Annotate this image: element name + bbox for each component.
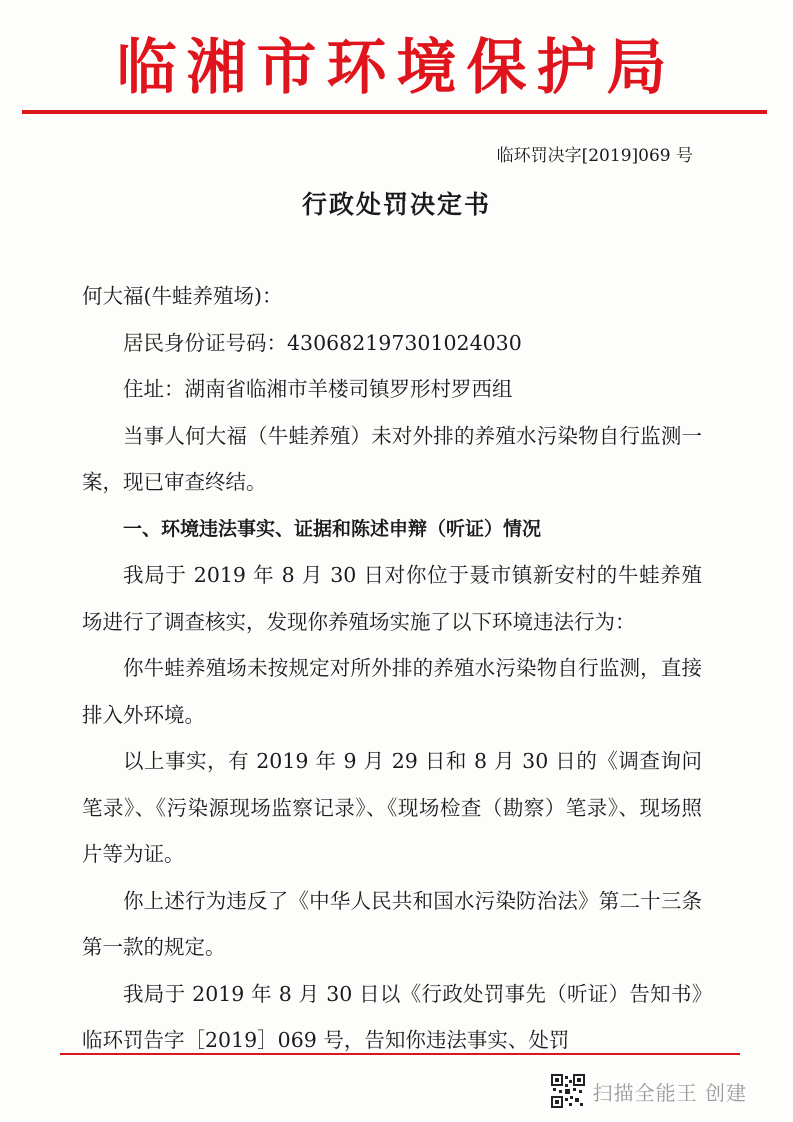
document-number: 临环罚决字[2019]069 号: [496, 146, 693, 166]
scanner-watermark: [551, 1074, 747, 1108]
evidence-paragraph: 以上事实，有 2019 年 9 月 29 日和 8 月 30 日的《调查询问笔录》、《污染源现场监察记录》、《现场检查（勘察）笔录》、现场照片等为证。: [82, 749, 702, 866]
id-number-line: 居民身份证号码：430682197301024030: [123, 330, 522, 355]
violation-paragraph: 你牛蛙养殖场未按规定对所外排的养殖水污染物自行监测，直接排入外环境。: [82, 656, 702, 727]
watermark-text: 扫描全能王 创建: [592, 1080, 747, 1105]
letterhead-red-rule: [22, 110, 767, 114]
section-heading: 一、环境违法事实、证据和陈述申辩（听证）情况: [123, 517, 542, 540]
qr-code-icon: [551, 1074, 585, 1108]
case-summary-paragraph: 当事人何大福（牛蛙养殖）未对外排的养殖水污染物自行监测一案，现已审查终结。: [82, 423, 702, 494]
investigation-paragraph: 我局于 2019 年 8 月 30 日对你位于聂市镇新安村的牛蛙养殖场进行了调查核实，发现你养殖场实施了以下环境违法行为：: [82, 563, 702, 634]
document-body: [82, 273, 702, 1064]
legal-basis-paragraph: 你上述行为违反了《中华人民共和国水污染防治法》第二十三条第一款的规定。: [82, 888, 702, 959]
footer-red-rule: [60, 1053, 740, 1055]
document-title: 行政处罚决定书: [301, 190, 491, 219]
addressee-line: 何大福(牛蛙养殖场)：: [82, 284, 283, 308]
notice-paragraph: 我局于 2019 年 8 月 30 日以《行政处罚事先（听证）告知书》临环罚告字［2019］069 号，告知你违法事实、处罚: [82, 981, 702, 1052]
address-line: 住址：湖南省临湘市羊楼司镇罗形村罗西组: [123, 377, 513, 401]
agency-letterhead: 临湘市环境保护局: [116, 33, 677, 103]
